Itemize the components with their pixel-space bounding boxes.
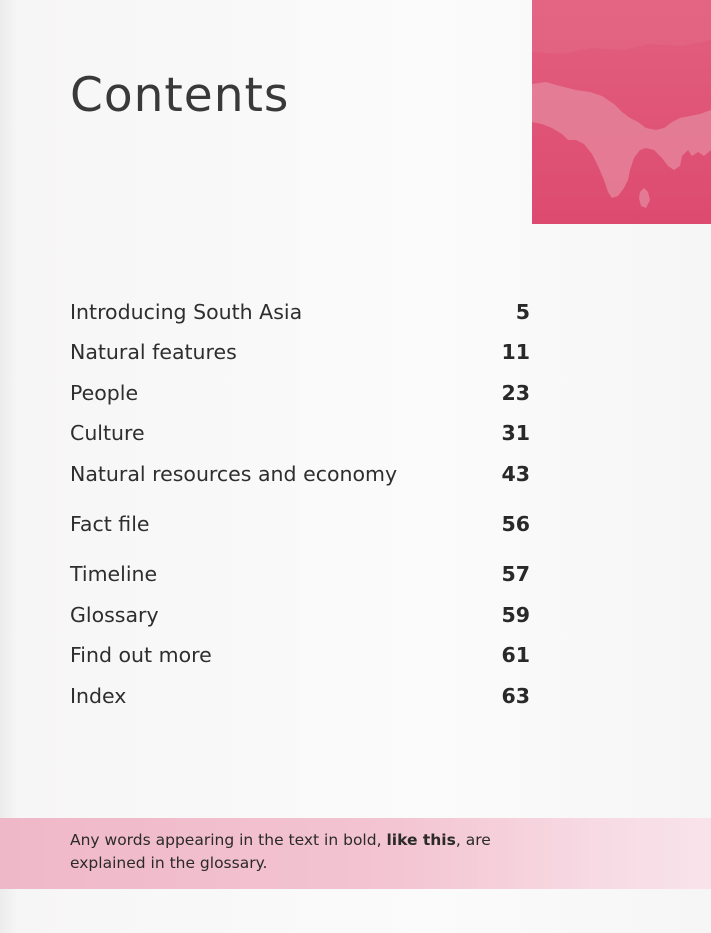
- glossary-note-text-end: , are explained in the glossary.: [70, 831, 491, 872]
- toc-entry-label: Find out more: [70, 643, 212, 667]
- toc-entry-label: Fact file: [70, 512, 150, 536]
- toc-entry-label: Natural features: [70, 340, 237, 364]
- toc-entry[interactable]: [70, 506, 530, 542]
- glossary-note-text: Any words appearing in the text in bold,: [70, 831, 387, 849]
- toc-entry[interactable]: [70, 678, 530, 714]
- toc-entry[interactable]: [70, 456, 530, 492]
- glossary-note: [70, 829, 530, 875]
- toc-entry-label: Glossary: [70, 603, 159, 627]
- toc-entry-label: Natural resources and economy: [70, 462, 398, 486]
- toc-entry-page-number: 5: [515, 300, 530, 324]
- toc-entry-page-number: 43: [501, 462, 530, 486]
- toc-entry-page-number: 11: [501, 340, 530, 364]
- toc-entry-page-number: 56: [501, 512, 530, 536]
- toc-entry[interactable]: [70, 597, 530, 633]
- toc-entry-page-number: 31: [501, 421, 530, 445]
- south-asia-map-panel: [532, 0, 711, 224]
- toc-entry[interactable]: [70, 375, 530, 411]
- toc-entry[interactable]: [70, 294, 530, 330]
- toc-entry-page-number: 57: [501, 562, 530, 586]
- toc-entry-label: Index: [70, 684, 127, 708]
- glossary-note-bold-example: like this: [386, 831, 456, 849]
- toc-entry[interactable]: [70, 556, 530, 592]
- toc-entry[interactable]: [70, 334, 530, 370]
- toc-entry-label: Timeline: [70, 562, 158, 586]
- toc-entry-page-number: 59: [501, 603, 530, 627]
- toc-entry-page-number: 23: [501, 381, 530, 405]
- page-title: Contents: [70, 68, 290, 123]
- toc-entry[interactable]: [70, 637, 530, 673]
- toc-entry-label: Culture: [70, 421, 145, 445]
- toc-entry-label: Introducing South Asia: [70, 300, 303, 324]
- toc-entry-page-number: 61: [501, 643, 530, 667]
- south-asia-map-icon: [532, 0, 711, 224]
- toc-entry-page-number: 63: [501, 684, 530, 708]
- toc-entry-label: People: [70, 381, 139, 405]
- toc-entry[interactable]: [70, 415, 530, 451]
